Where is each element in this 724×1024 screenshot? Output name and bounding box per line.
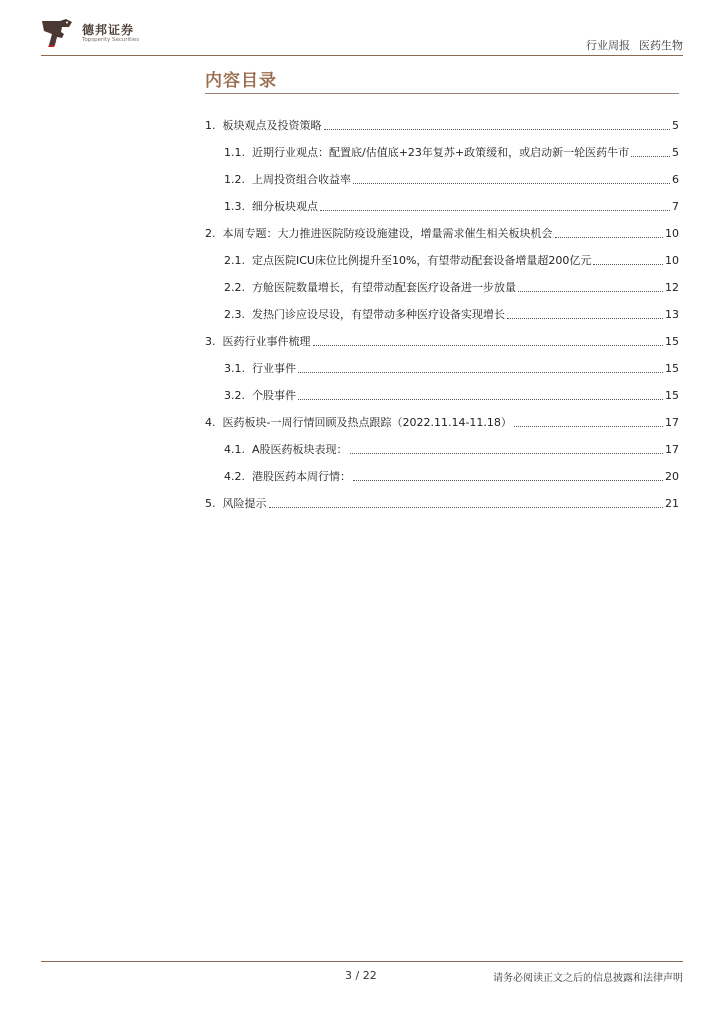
toc-entry-number: 4. xyxy=(205,416,216,429)
toc-dot-leader xyxy=(507,318,663,319)
toc-entry[interactable] xyxy=(205,376,679,403)
toc-entry-text: 医药行业事件梳理 xyxy=(222,335,311,348)
toc-title: 内容目录 xyxy=(205,71,277,91)
toc-entry[interactable] xyxy=(205,160,679,187)
toc-entry-page: 10 xyxy=(665,254,679,267)
toc-entry[interactable] xyxy=(205,322,679,349)
toc-entry-text: 定点医院ICU床位比例提升至10%，有望带动配套设备增量超200亿元 xyxy=(252,254,592,267)
toc-entry-page: 17 xyxy=(665,443,679,456)
toc-entry[interactable] xyxy=(205,349,679,376)
toc-entry-text: 个股事件 xyxy=(252,389,296,402)
toc-entry-page: 20 xyxy=(665,470,679,483)
toc-entry-page: 17 xyxy=(665,416,679,429)
toc-entry-page: 15 xyxy=(665,362,679,375)
report-type: 行业周报 xyxy=(586,39,630,52)
footer-disclaimer: 请务必阅读正文之后的信息披露和法律声明 xyxy=(493,973,683,984)
toc-entry-number: 5. xyxy=(205,497,216,510)
header-divider xyxy=(41,55,683,56)
toc-entry-text: 板块观点及投资策略 xyxy=(222,119,322,132)
brand-subtitle: Topsperity Securities xyxy=(82,37,140,43)
table-of-contents xyxy=(205,106,679,511)
toc-entry-page: 21 xyxy=(665,497,679,510)
toc-entry-number: 1.2. xyxy=(224,173,245,186)
header-labels xyxy=(577,37,683,53)
toc-entry-page: 15 xyxy=(665,389,679,402)
toc-entry-number: 3. xyxy=(205,335,216,348)
brand-name: 德邦证券 xyxy=(82,23,135,37)
toc-entry-text: 行业事件 xyxy=(252,362,296,375)
toc-dot-leader xyxy=(514,426,663,427)
toc-entry[interactable] xyxy=(205,403,679,430)
toc-entry-page: 13 xyxy=(665,308,679,321)
toc-entry-text: 方舱医院数量增长，有望带动配套医疗设备进一步放量 xyxy=(252,281,516,294)
toc-dot-leader xyxy=(518,291,663,292)
toc-entry-number: 1.3. xyxy=(224,200,245,213)
footer-divider xyxy=(41,961,683,962)
toc-entry[interactable] xyxy=(205,214,679,241)
toc-entry-number: 4.1. xyxy=(224,443,245,456)
toc-entry-text: A股医药板块表现： xyxy=(252,443,348,456)
toc-entry-page: 10 xyxy=(665,227,679,240)
sector-label: 医药生物 xyxy=(639,39,683,52)
toc-entry-text: 风险提示 xyxy=(222,497,267,510)
toc-dot-leader xyxy=(298,399,663,400)
toc-entry[interactable] xyxy=(205,268,679,295)
toc-entry-page: 6 xyxy=(672,173,679,186)
toc-dot-leader xyxy=(353,183,670,184)
toc-dot-leader xyxy=(324,129,671,130)
toc-title-divider xyxy=(205,93,679,94)
toc-dot-leader xyxy=(298,372,663,373)
toc-entry[interactable] xyxy=(205,106,679,133)
toc-entry-page: 15 xyxy=(665,335,679,348)
toc-entry-text: 医药板块-一周行情回顾及热点跟踪（2022.11.14-11.18） xyxy=(222,416,512,429)
toc-entry[interactable] xyxy=(205,241,679,268)
toc-entry[interactable] xyxy=(205,484,679,511)
brand-logo xyxy=(40,18,170,48)
toc-entry-page: 5 xyxy=(672,146,679,159)
company-logo-icon xyxy=(40,18,76,48)
toc-entry-number: 4.2. xyxy=(224,470,245,483)
toc-dot-leader xyxy=(593,264,663,265)
toc-entry[interactable] xyxy=(205,457,679,484)
toc-entry-text: 近期行业观点：配置底/估值底+23年复苏+政策缓和，或启动新一轮医药牛市 xyxy=(252,146,630,159)
toc-entry[interactable] xyxy=(205,295,679,322)
toc-entry-number: 2.1. xyxy=(224,254,245,267)
toc-dot-leader xyxy=(313,345,664,346)
toc-entry-text: 本周专题：大力推进医院防疫设施建设，增量需求催生相关板块机会 xyxy=(222,227,553,240)
toc-entry-number: 2. xyxy=(205,227,216,240)
toc-entry-number: 3.1. xyxy=(224,362,245,375)
toc-dot-leader xyxy=(350,453,663,454)
toc-entry-page: 7 xyxy=(672,200,679,213)
toc-dot-leader xyxy=(555,237,664,238)
toc-entry-text: 上周投资组合收益率 xyxy=(252,173,351,186)
toc-entry-number: 1.1. xyxy=(224,146,245,159)
toc-entry-text: 细分板块观点 xyxy=(252,200,318,213)
toc-entry-text: 港股医药本周行情： xyxy=(252,470,351,483)
toc-dot-leader xyxy=(353,480,663,481)
toc-entry-number: 2.2. xyxy=(224,281,245,294)
toc-entry-number: 1. xyxy=(205,119,216,132)
toc-entry[interactable] xyxy=(205,187,679,214)
toc-dot-leader xyxy=(320,210,670,211)
toc-entry-number: 2.3. xyxy=(224,308,245,321)
toc-entry-page: 12 xyxy=(665,281,679,294)
toc-dot-leader xyxy=(631,156,670,157)
toc-entry-page: 5 xyxy=(672,119,679,132)
toc-entry-number: 3.2. xyxy=(224,389,245,402)
toc-entry[interactable] xyxy=(205,133,679,160)
toc-entry[interactable] xyxy=(205,430,679,457)
page-number: 3 / 22 xyxy=(345,969,377,982)
toc-entry-text: 发热门诊应设尽设，有望带动多种医疗设备实现增长 xyxy=(252,308,505,321)
toc-dot-leader xyxy=(269,507,664,508)
